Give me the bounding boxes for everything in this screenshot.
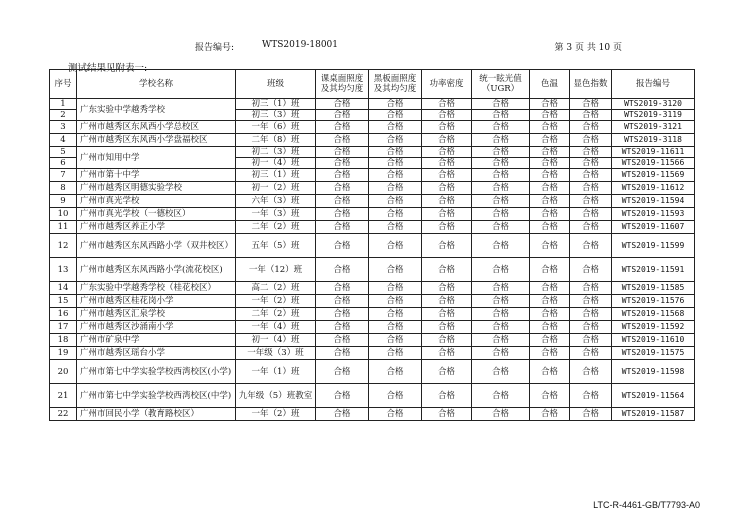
- school-name: 广州市越秀区汇泉学校: [77, 308, 236, 321]
- report-number: WTS2019-11592: [612, 321, 695, 334]
- color-temp-result: 合格: [530, 408, 570, 421]
- col-header-cri: 显色指数: [570, 70, 612, 99]
- col-header-desk-illuminance: 课桌面照度及其均匀度: [316, 70, 369, 99]
- color-temp-result: 合格: [530, 158, 570, 169]
- board-illuminance-result: 合格: [369, 360, 422, 384]
- desk-illuminance-result: 合格: [316, 295, 369, 308]
- board-illuminance-result: 合格: [369, 99, 422, 110]
- cri-result: 合格: [570, 295, 612, 308]
- color-temp-result: 合格: [530, 334, 570, 347]
- color-temp-result: 合格: [530, 321, 570, 334]
- color-temp-result: 合格: [530, 182, 570, 195]
- cri-result: 合格: [570, 347, 612, 360]
- desk-illuminance-result: 合格: [316, 234, 369, 258]
- row-number: 13: [50, 258, 77, 282]
- color-temp-result: 合格: [530, 121, 570, 134]
- table-row: [50, 234, 695, 258]
- school-name: 广州市越秀区桂花岗小学: [77, 295, 236, 308]
- power-density-result: 合格: [422, 195, 472, 208]
- board-illuminance-result: 合格: [369, 208, 422, 221]
- table-row: [50, 295, 695, 308]
- ugr-result: 合格: [472, 195, 530, 208]
- col-header-class: 班级: [236, 70, 316, 99]
- col-header-color-temp: 色温: [530, 70, 570, 99]
- school-name: 广东实验中学越秀学校: [77, 99, 236, 121]
- power-density-result: 合格: [422, 321, 472, 334]
- desk-illuminance-result: 合格: [316, 121, 369, 134]
- table-row: [50, 360, 695, 384]
- row-number: 7: [50, 169, 77, 182]
- row-number: 20: [50, 360, 77, 384]
- board-illuminance-result: 合格: [369, 195, 422, 208]
- school-name: 广州市第七中学实验学校西湾校区(小学): [77, 360, 236, 384]
- desk-illuminance-result: 合格: [316, 308, 369, 321]
- board-illuminance-result: 合格: [369, 321, 422, 334]
- row-number: 6: [50, 158, 77, 169]
- table-row: [50, 308, 695, 321]
- report-number: WTS2019-11585: [612, 282, 695, 295]
- report-number: WTS2019-11564: [612, 384, 695, 408]
- desk-illuminance-result: 合格: [316, 347, 369, 360]
- class-name: 一年级（3）班: [236, 347, 316, 360]
- table-row: [50, 169, 695, 182]
- desk-illuminance-result: 合格: [316, 182, 369, 195]
- power-density-result: 合格: [422, 384, 472, 408]
- row-number: 15: [50, 295, 77, 308]
- table-row: [50, 182, 695, 195]
- class-name: 一年（4）班: [236, 321, 316, 334]
- report-number-label: 报告编号:: [195, 43, 235, 53]
- ugr-result: 合格: [472, 258, 530, 282]
- desk-illuminance-result: 合格: [316, 158, 369, 169]
- ugr-result: 合格: [472, 121, 530, 134]
- report-number: WTS2019-11566: [612, 158, 695, 169]
- desk-illuminance-result: 合格: [316, 384, 369, 408]
- power-density-result: 合格: [422, 121, 472, 134]
- board-illuminance-result: 合格: [369, 308, 422, 321]
- cri-result: 合格: [570, 99, 612, 110]
- document-code-footer: LTC-R-4461-GB/T7793-A0: [593, 500, 700, 510]
- power-density-result: 合格: [422, 147, 472, 158]
- class-name: 五年（5）班: [236, 234, 316, 258]
- ugr-result: 合格: [472, 234, 530, 258]
- report-number-value: WTS2019-18001: [262, 40, 338, 50]
- report-number: WTS2019-11599: [612, 234, 695, 258]
- table-row: [50, 321, 695, 334]
- table-row: [50, 347, 695, 360]
- report-number: WTS2019-3120: [612, 99, 695, 110]
- class-name: 初三（1）班: [236, 99, 316, 110]
- board-illuminance-result: 合格: [369, 334, 422, 347]
- cri-result: 合格: [570, 234, 612, 258]
- board-illuminance-result: 合格: [369, 258, 422, 282]
- cri-result: 合格: [570, 147, 612, 158]
- table-row: [50, 258, 695, 282]
- row-number: 14: [50, 282, 77, 295]
- school-name: 广州市越秀区养正小学: [77, 221, 236, 234]
- class-name: 二年（2）班: [236, 308, 316, 321]
- board-illuminance-result: 合格: [369, 408, 422, 421]
- report-number: WTS2019-11587: [612, 408, 695, 421]
- cri-result: 合格: [570, 208, 612, 221]
- desk-illuminance-result: 合格: [316, 147, 369, 158]
- row-number: 5: [50, 147, 77, 158]
- board-illuminance-result: 合格: [369, 234, 422, 258]
- class-name: 一年（2）班: [236, 295, 316, 308]
- board-illuminance-result: 合格: [369, 110, 422, 121]
- report-number: WTS2019-11568: [612, 308, 695, 321]
- board-illuminance-result: 合格: [369, 182, 422, 195]
- row-number: 10: [50, 208, 77, 221]
- class-name: 初三（1）班: [236, 169, 316, 182]
- col-header-ugr: 统一眩光值（UGR）: [472, 70, 530, 99]
- color-temp-result: 合格: [530, 221, 570, 234]
- desk-illuminance-result: 合格: [316, 134, 369, 147]
- cri-result: 合格: [570, 158, 612, 169]
- school-name: 广东实验中学越秀学校（桂花校区）: [77, 282, 236, 295]
- ugr-result: 合格: [472, 110, 530, 121]
- report-number: WTS2019-11593: [612, 208, 695, 221]
- desk-illuminance-result: 合格: [316, 208, 369, 221]
- row-number: 4: [50, 134, 77, 147]
- table-row: [50, 221, 695, 234]
- power-density-result: 合格: [422, 258, 472, 282]
- school-name: 广州市第十中学: [77, 169, 236, 182]
- report-number: WTS2019-11607: [612, 221, 695, 234]
- desk-illuminance-result: 合格: [316, 360, 369, 384]
- ugr-result: 合格: [472, 182, 530, 195]
- class-name: 九年级（5）班教室: [236, 384, 316, 408]
- class-name: 一年（6）班: [236, 121, 316, 134]
- color-temp-result: 合格: [530, 147, 570, 158]
- table-row: [50, 147, 695, 158]
- col-header-school: 学校名称: [77, 70, 236, 99]
- cri-result: 合格: [570, 169, 612, 182]
- ugr-result: 合格: [472, 134, 530, 147]
- ugr-result: 合格: [472, 282, 530, 295]
- color-temp-result: 合格: [530, 360, 570, 384]
- intro-text: 测试结果见附表一:: [68, 63, 148, 74]
- row-number: 12: [50, 234, 77, 258]
- school-name: 广州市回民小学（教育路校区）: [77, 408, 236, 421]
- cri-result: 合格: [570, 360, 612, 384]
- power-density-result: 合格: [422, 360, 472, 384]
- school-name: 广州市越秀区瑶台小学: [77, 347, 236, 360]
- color-temp-result: 合格: [530, 295, 570, 308]
- ugr-result: 合格: [472, 408, 530, 421]
- report-number: WTS2019-11594: [612, 195, 695, 208]
- col-header-power-density: 功率密度: [422, 70, 472, 99]
- class-name: 初一（4）班: [236, 334, 316, 347]
- cri-result: 合格: [570, 134, 612, 147]
- board-illuminance-result: 合格: [369, 169, 422, 182]
- table-row: [50, 282, 695, 295]
- row-number: 1: [50, 99, 77, 110]
- color-temp-result: 合格: [530, 282, 570, 295]
- school-name: 广州市越秀区东风西小学总校区: [77, 121, 236, 134]
- cri-result: 合格: [570, 408, 612, 421]
- row-number: 22: [50, 408, 77, 421]
- report-number: WTS2019-11612: [612, 182, 695, 195]
- row-number: 3: [50, 121, 77, 134]
- table-row: [50, 99, 695, 110]
- class-name: 一年（2）班: [236, 408, 316, 421]
- report-number: WTS2019-11591: [612, 258, 695, 282]
- page-info: 第 3 页 共 10 页: [554, 43, 622, 53]
- report-number: WTS2019-11575: [612, 347, 695, 360]
- cri-result: 合格: [570, 121, 612, 134]
- table-header-row: [50, 70, 695, 99]
- ugr-result: 合格: [472, 360, 530, 384]
- cri-result: 合格: [570, 308, 612, 321]
- board-illuminance-result: 合格: [369, 158, 422, 169]
- report-number: WTS2019-11569: [612, 169, 695, 182]
- cri-result: 合格: [570, 221, 612, 234]
- row-number: 21: [50, 384, 77, 408]
- power-density-result: 合格: [422, 134, 472, 147]
- ugr-result: 合格: [472, 169, 530, 182]
- class-name: 初一（4）班: [236, 158, 316, 169]
- board-illuminance-result: 合格: [369, 295, 422, 308]
- ugr-result: 合格: [472, 295, 530, 308]
- school-name: 广州市越秀区东风西小学盘福校区: [77, 134, 236, 147]
- report-number: WTS2019-3118: [612, 134, 695, 147]
- row-number: 16: [50, 308, 77, 321]
- class-name: 二年（2）班: [236, 221, 316, 234]
- report-number: WTS2019-11598: [612, 360, 695, 384]
- power-density-result: 合格: [422, 308, 472, 321]
- cri-result: 合格: [570, 282, 612, 295]
- color-temp-result: 合格: [530, 169, 570, 182]
- cri-result: 合格: [570, 334, 612, 347]
- color-temp-result: 合格: [530, 99, 570, 110]
- ugr-result: 合格: [472, 158, 530, 169]
- color-temp-result: 合格: [530, 308, 570, 321]
- school-name: 广州市越秀区东风西路小学(流花校区): [77, 258, 236, 282]
- school-name: 广州市真光学校: [77, 195, 236, 208]
- class-name: 初二（3）班: [236, 147, 316, 158]
- power-density-result: 合格: [422, 99, 472, 110]
- power-density-result: 合格: [422, 182, 472, 195]
- school-name: 广州市矿泉中学: [77, 334, 236, 347]
- color-temp-result: 合格: [530, 208, 570, 221]
- board-illuminance-result: 合格: [369, 134, 422, 147]
- class-name: 初三（3）班: [236, 110, 316, 121]
- row-number: 17: [50, 321, 77, 334]
- desk-illuminance-result: 合格: [316, 221, 369, 234]
- col-header-board-illuminance: 黑板面照度及其均匀度: [369, 70, 422, 99]
- color-temp-result: 合格: [530, 110, 570, 121]
- power-density-result: 合格: [422, 221, 472, 234]
- color-temp-result: 合格: [530, 234, 570, 258]
- color-temp-result: 合格: [530, 384, 570, 408]
- col-header-report-no: 报告编号: [612, 70, 695, 99]
- class-name: 六年（3）班: [236, 195, 316, 208]
- desk-illuminance-result: 合格: [316, 110, 369, 121]
- board-illuminance-result: 合格: [369, 121, 422, 134]
- cri-result: 合格: [570, 384, 612, 408]
- ugr-result: 合格: [472, 147, 530, 158]
- ugr-result: 合格: [472, 221, 530, 234]
- school-name: 广州市越秀区沙涌南小学: [77, 321, 236, 334]
- row-number: 9: [50, 195, 77, 208]
- color-temp-result: 合格: [530, 347, 570, 360]
- power-density-result: 合格: [422, 295, 472, 308]
- power-density-result: 合格: [422, 334, 472, 347]
- ugr-result: 合格: [472, 208, 530, 221]
- cri-result: 合格: [570, 258, 612, 282]
- ugr-result: 合格: [472, 321, 530, 334]
- table-row: [50, 134, 695, 147]
- school-name: 广州市越秀区明德实验学校: [77, 182, 236, 195]
- cri-result: 合格: [570, 110, 612, 121]
- desk-illuminance-result: 合格: [316, 99, 369, 110]
- power-density-result: 合格: [422, 408, 472, 421]
- desk-illuminance-result: 合格: [316, 195, 369, 208]
- school-name: 广州市第七中学实验学校西湾校区(中学): [77, 384, 236, 408]
- ugr-result: 合格: [472, 384, 530, 408]
- power-density-result: 合格: [422, 169, 472, 182]
- school-name: 广州市越秀区东风西路小学（双井校区）: [77, 234, 236, 258]
- class-name: 高二（2）班: [236, 282, 316, 295]
- table-row: [50, 208, 695, 221]
- class-name: 初一（2）班: [236, 182, 316, 195]
- board-illuminance-result: 合格: [369, 147, 422, 158]
- report-number: WTS2019-3119: [612, 110, 695, 121]
- class-name: 一年（12）班: [236, 258, 316, 282]
- row-number: 19: [50, 347, 77, 360]
- table-row: [50, 384, 695, 408]
- desk-illuminance-result: 合格: [316, 258, 369, 282]
- table-row: [50, 195, 695, 208]
- board-illuminance-result: 合格: [369, 282, 422, 295]
- table-row: [50, 408, 695, 421]
- power-density-result: 合格: [422, 282, 472, 295]
- class-name: 二年（8）班: [236, 134, 316, 147]
- ugr-result: 合格: [472, 99, 530, 110]
- board-illuminance-result: 合格: [369, 347, 422, 360]
- row-number: 2: [50, 110, 77, 121]
- class-name: 一年（3）班: [236, 208, 316, 221]
- cri-result: 合格: [570, 182, 612, 195]
- ugr-result: 合格: [472, 334, 530, 347]
- report-number: WTS2019-11611: [612, 147, 695, 158]
- board-illuminance-result: 合格: [369, 221, 422, 234]
- color-temp-result: 合格: [530, 258, 570, 282]
- color-temp-result: 合格: [530, 195, 570, 208]
- ugr-result: 合格: [472, 347, 530, 360]
- report-number: WTS2019-11576: [612, 295, 695, 308]
- power-density-result: 合格: [422, 158, 472, 169]
- desk-illuminance-result: 合格: [316, 169, 369, 182]
- report-number: WTS2019-3121: [612, 121, 695, 134]
- desk-illuminance-result: 合格: [316, 408, 369, 421]
- school-name: 广州市知用中学: [77, 147, 236, 169]
- power-density-result: 合格: [422, 110, 472, 121]
- ugr-result: 合格: [472, 308, 530, 321]
- class-name: 一年（1）班: [236, 360, 316, 384]
- report-number: WTS2019-11610: [612, 334, 695, 347]
- table-row: [50, 334, 695, 347]
- power-density-result: 合格: [422, 234, 472, 258]
- desk-illuminance-result: 合格: [316, 321, 369, 334]
- school-name: 广州市真光学校（一德校区）: [77, 208, 236, 221]
- color-temp-result: 合格: [530, 134, 570, 147]
- cri-result: 合格: [570, 321, 612, 334]
- row-number: 11: [50, 221, 77, 234]
- power-density-result: 合格: [422, 347, 472, 360]
- table-row: [50, 121, 695, 134]
- power-density-result: 合格: [422, 208, 472, 221]
- board-illuminance-result: 合格: [369, 384, 422, 408]
- col-header-no: 序号: [50, 70, 77, 99]
- desk-illuminance-result: 合格: [316, 334, 369, 347]
- row-number: 18: [50, 334, 77, 347]
- cri-result: 合格: [570, 195, 612, 208]
- results-table: [49, 69, 695, 421]
- desk-illuminance-result: 合格: [316, 282, 369, 295]
- row-number: 8: [50, 182, 77, 195]
